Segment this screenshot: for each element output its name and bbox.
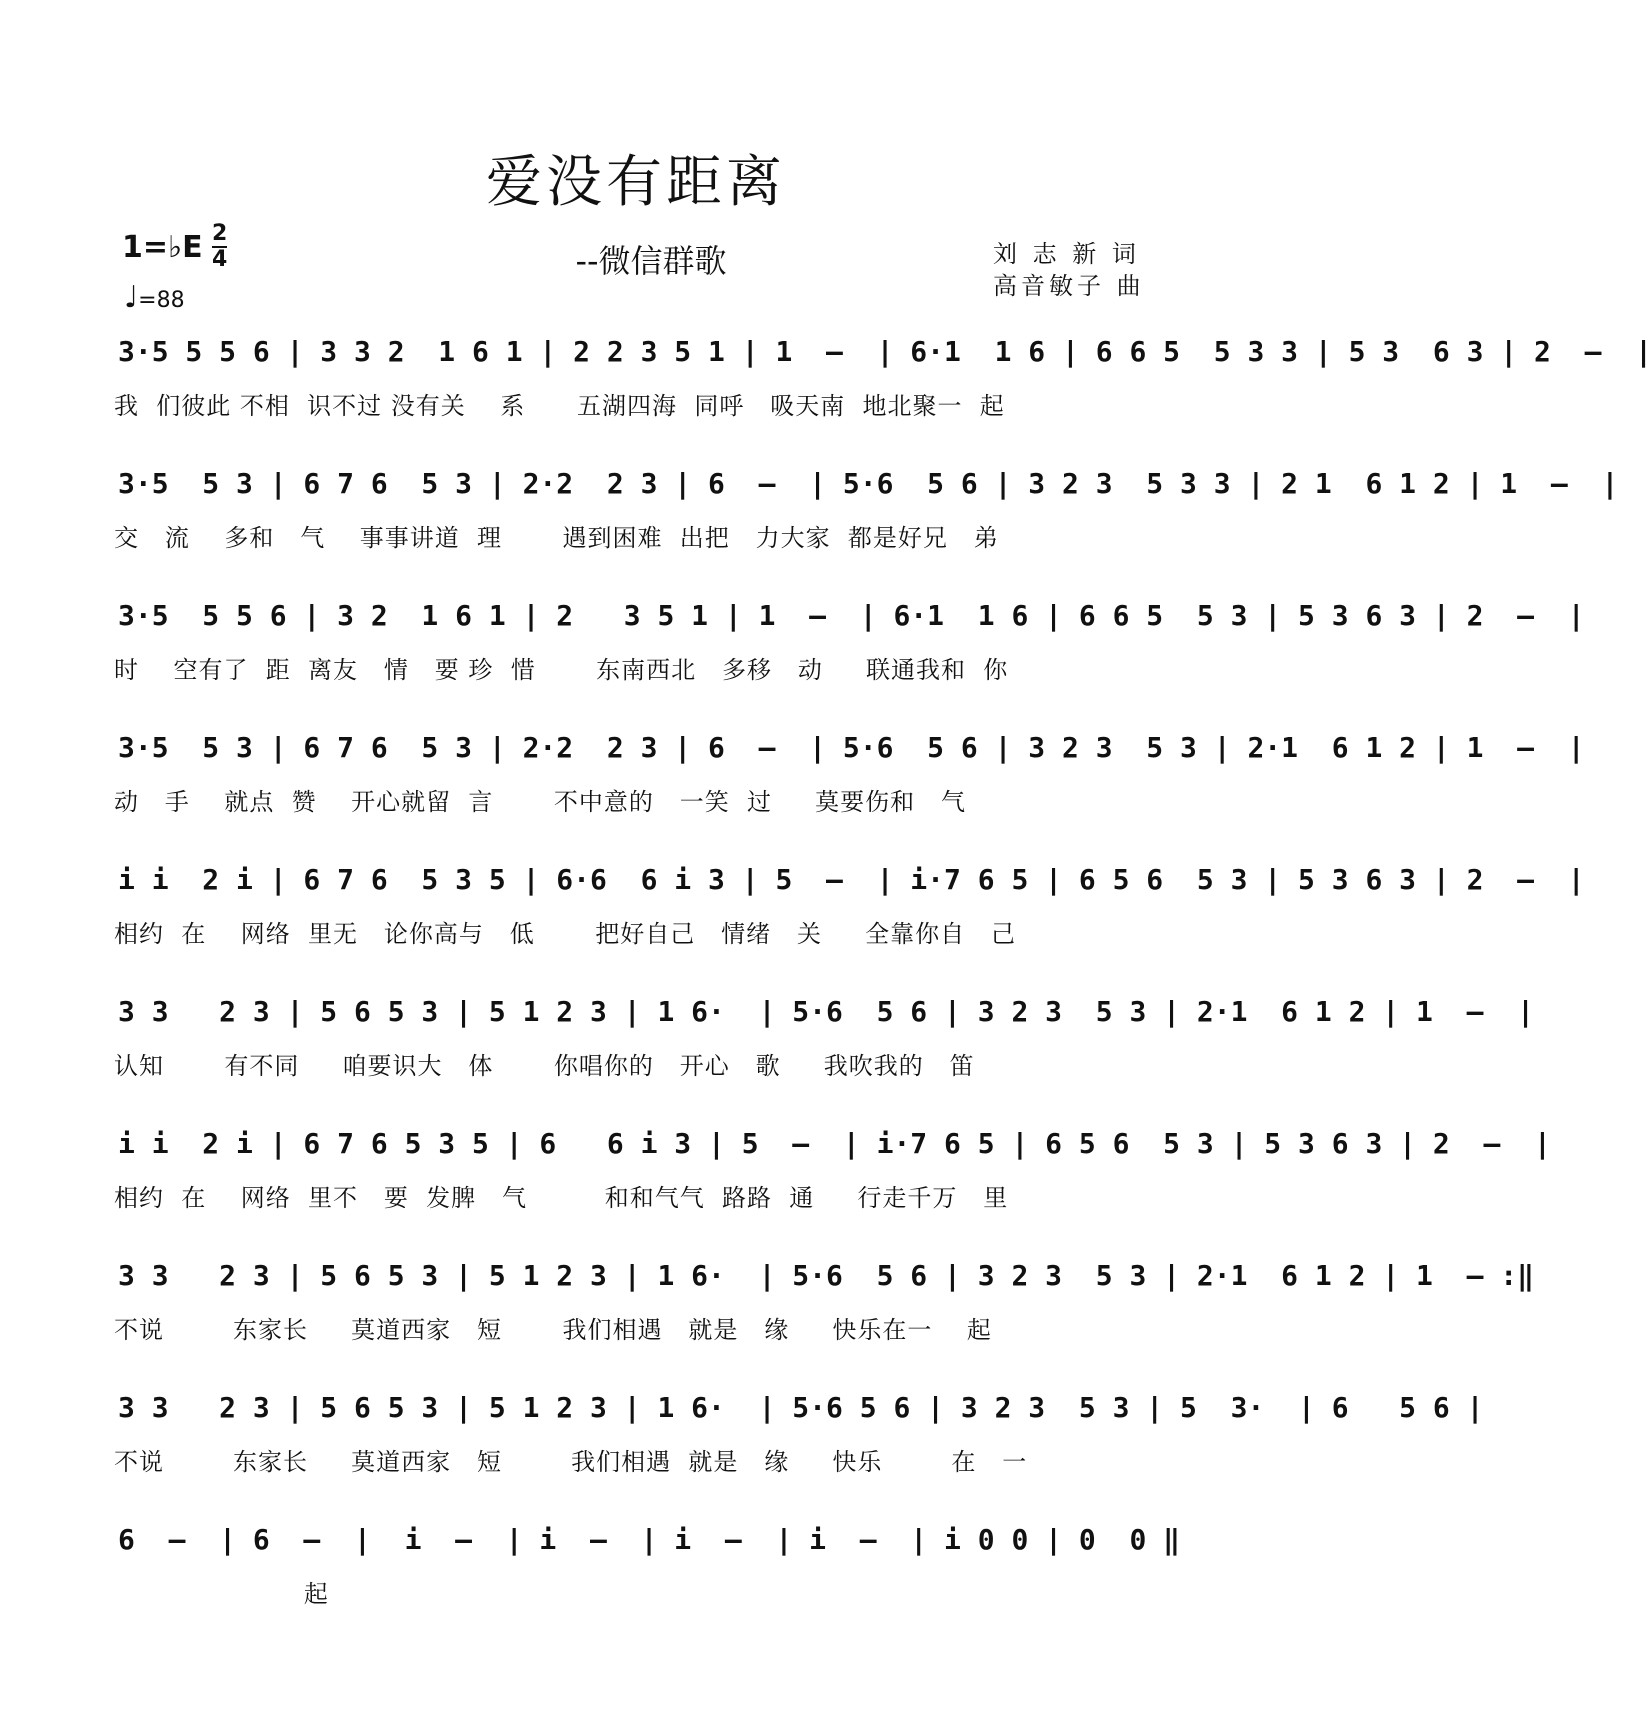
lyrics: 交 流 多和 气 事事讲道 理 遇到困难 出把 力大家 都是好兄 弟 [114, 524, 999, 552]
score-line-3 [114, 592, 1585, 692]
notation: 3 3 2 3 | 5 6 5 3 | 5 1 2 3 | 1 6· | 5·6 5 6 | 3 2 3 5 3 | 2·1 6 1 2 | 1 – :‖ [118, 1259, 1535, 1292]
notation: 3 3 2 3 | 5 6 5 3 | 5 1 2 3 | 1 6· | 5·6 5 6 | 3 2 3 5 3 | 2·1 6 1 2 | 1 – | [118, 995, 1535, 1028]
song-subtitle: --微信群歌 [575, 242, 727, 280]
notation: 3·5 5 3 | 6 7 6 5 3 | 2·2 2 3 | 6 – | 5·6 5 6 | 3 2 3 5 3 | 2·1 6 1 2 | 1 – | [118, 731, 1585, 764]
score-line-2 [114, 460, 1619, 560]
time-signature-bottom: 4 [212, 247, 228, 272]
time-signature-top: 2 [212, 221, 228, 246]
lyricist: 刘 志 新 词 [993, 240, 1140, 268]
lyrics: 我 们彼此 不相 识不过 没有关 系 五湖四海 同呼 吸天南 地北聚一 起 [114, 392, 1005, 420]
lyrics: 不说 东家长 莫道西家 短 我们相遇 就是 缘 快乐在一 起 [114, 1316, 992, 1344]
notation: 3·5 5 5 6 | 3 2 1 6 1 | 2 3 5 1 | 1 – | 6·1 1 6 | 6 6 5 5 3 | 5 3 6 3 | 2 – | [118, 599, 1585, 632]
notation: 3·5 5 5 6 | 3 3 2 1 6 1 | 2 2 3 5 1 | 1 – | 6·1 1 6 | 6 6 5 5 3 3 | 5 3 6 3 | 2 – | [118, 335, 1652, 368]
score-line-5 [114, 856, 1585, 956]
lyrics: 相约 在 网络 里无 论你高与 低 把好自己 情绪 关 全靠你自 己 [114, 920, 1017, 948]
tempo-marking [124, 280, 185, 315]
notation: 6 – | 6 – | i – | i – | i – | i – | i 0 0 | 0 0 ‖ [118, 1523, 1181, 1556]
lyrics: 时 空有了 距 离友 情 要 珍 惜 东南西北 多移 动 联通我和 你 [114, 656, 1009, 684]
notation: i i 2 i | 6 7 6 5 3 5 | 6 6 i 3 | 5 – | i·7 6 5 | 6 5 6 5 3 | 5 3 6 3 | 2 – | [118, 1127, 1551, 1160]
score-line-6 [114, 988, 1535, 1088]
score-line-10 [114, 1516, 1181, 1616]
score-line-8 [114, 1252, 1535, 1352]
lyrics: 起 [114, 1580, 329, 1608]
tempo-value: =88 [138, 288, 185, 313]
score-line-4 [114, 724, 1585, 824]
lyrics: 相约 在 网络 里不 要 发脾 气 和和气气 路路 通 行走千万 里 [114, 1184, 1009, 1212]
score-line-1 [114, 328, 1652, 428]
time-signature [212, 222, 227, 272]
lyrics: 不说 东家长 莫道西家 短 我们相遇 就是 缘 快乐 在 一 [114, 1448, 1028, 1476]
quarter-note-icon: ♩ [124, 280, 139, 315]
credits [993, 238, 1145, 302]
score-line-9 [114, 1384, 1484, 1484]
lyrics: 认知 有不同 咱要识大 体 你唱你的 开心 歌 我吹我的 笛 [114, 1052, 975, 1080]
composer: 高音敏子 曲 [993, 272, 1145, 300]
song-title: 爱没有距离 [486, 150, 786, 215]
notation: i i 2 i | 6 7 6 5 3 5 | 6·6 6 i 3 | 5 – | i·7 6 5 | 6 5 6 5 3 | 5 3 6 3 | 2 – | [118, 863, 1585, 896]
score-line-7 [114, 1120, 1551, 1220]
key-signature: 1=♭E [122, 230, 203, 265]
lyrics: 动 手 就点 赞 开心就留 言 不中意的 一笑 过 莫要伤和 气 [114, 788, 967, 816]
notation: 3 3 2 3 | 5 6 5 3 | 5 1 2 3 | 1 6· | 5·6 5 6 | 3 2 3 5 3 | 5 3· | 6 5 6 | [118, 1391, 1484, 1424]
notation: 3·5 5 3 | 6 7 6 5 3 | 2·2 2 3 | 6 – | 5·6 5 6 | 3 2 3 5 3 3 | 2 1 6 1 2 | 1 – | [118, 467, 1619, 500]
